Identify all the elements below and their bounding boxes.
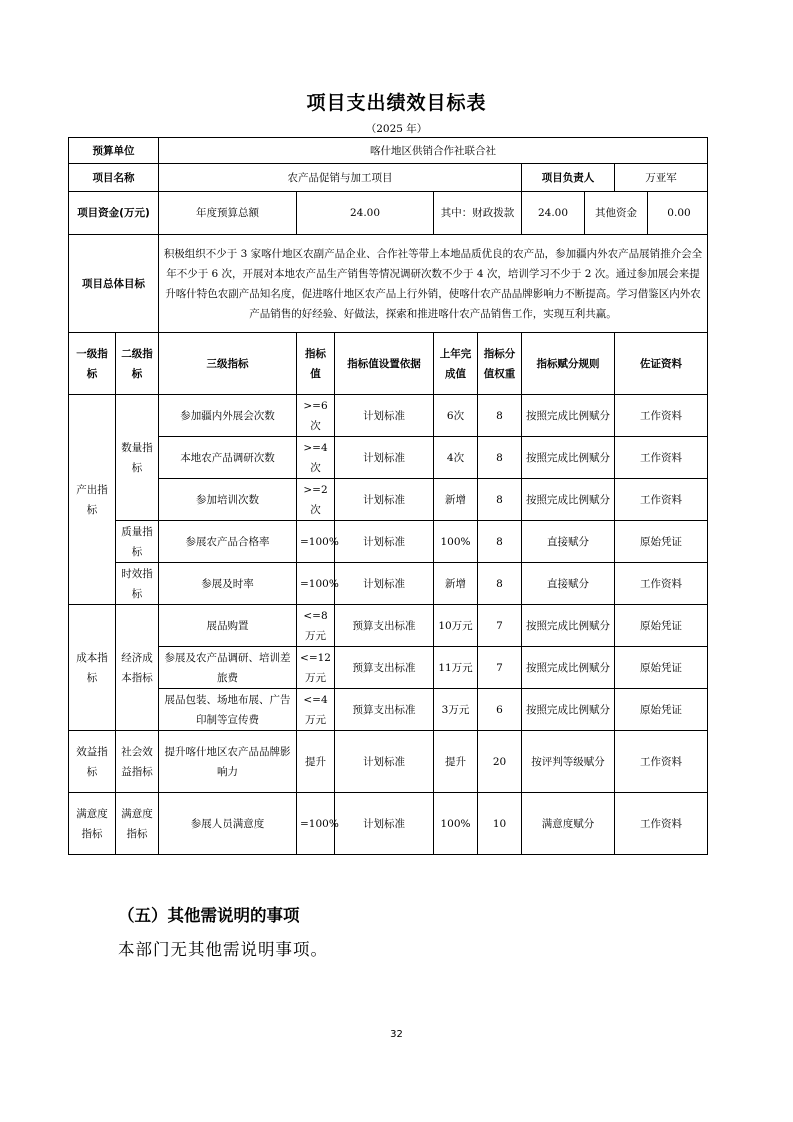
header-6: 上年完成值 — [434, 333, 478, 395]
overall-goal-text: 积极组织不少于 3 家喀什地区农副产品企业、合作社等带上本地品质优良的农产品，参加疆内外农产品展销推介会全年不少于 6 次，开展对本地农产品生产销售等情况调研次数不少于 4 次，培训学习不少于 2 次。通过参加展会来提升喀什特色农副产品知名度，促进喀什地区农产品上行外销，使喀什农产品品牌影响力不断提高。学习借鉴区内外农产品销售的好经验、好做法，探索和推进喀什农产品销售工作，实现互利共赢。 — [159, 235, 708, 333]
budget-unit-label: 预算单位 — [69, 138, 159, 164]
indicator-name: 参展及农产品调研、培训差旅费 — [159, 647, 297, 689]
indicator-prev: 3万元 — [434, 689, 478, 731]
indicator-prev: 6次 — [434, 395, 478, 437]
indicator-evidence: 原始凭证 — [615, 605, 708, 647]
indicator-rule: 满意度赋分 — [522, 793, 615, 855]
indicator-value: =100% — [297, 793, 335, 855]
indicator-prev: 100% — [434, 793, 478, 855]
header-2: 二级指标 — [116, 333, 159, 395]
person-in-charge-value: 万亚军 — [615, 164, 708, 192]
funds-tail — [522, 192, 708, 235]
indicator-rule: 按照完成比例赋分 — [522, 605, 615, 647]
indicator-prev: 10万元 — [434, 605, 478, 647]
indicator-rule: 直接赋分 — [522, 563, 615, 605]
indicator-value: <=8万元 — [297, 605, 335, 647]
indicator-rule: 直接赋分 — [522, 521, 615, 563]
indicator-weight: 7 — [478, 605, 522, 647]
indicator-evidence: 原始凭证 — [615, 689, 708, 731]
indicator-prev: 100% — [434, 521, 478, 563]
header-1: 一级指标 — [69, 333, 116, 395]
indicator-evidence: 工作资料 — [615, 563, 708, 605]
indicator-rule: 按照完成比例赋分 — [522, 689, 615, 731]
indicator-value: =100% — [297, 521, 335, 563]
indicator-name: 提升喀什地区农产品品牌影响力 — [159, 731, 297, 793]
page-title: 项目支出绩效目标表 — [306, 92, 487, 114]
performance-goal-table — [68, 137, 708, 855]
header-3: 三级指标 — [159, 333, 297, 395]
indicator-prev: 新增 — [434, 479, 478, 521]
indicator-rule: 按照完成比例赋分 — [522, 647, 615, 689]
indicator-basis: 计划标准 — [335, 521, 434, 563]
indicator-evidence: 工作资料 — [615, 437, 708, 479]
indicator-prev: 新增 — [434, 563, 478, 605]
indicator-basis: 计划标准 — [335, 563, 434, 605]
group-benefit: 效益指标 — [69, 731, 116, 793]
indicator-value: <=4万元 — [297, 689, 335, 731]
indicator-name: 参加培训次数 — [159, 479, 297, 521]
indicator-rule: 按照完成比例赋分 — [522, 437, 615, 479]
indicator-value: >=4次 — [297, 437, 335, 479]
indicator-name: 本地农产品调研次数 — [159, 437, 297, 479]
year-label: （2025 年） — [365, 123, 428, 135]
project-name-value: 农产品促销与加工项目 — [159, 164, 522, 192]
funds-label: 项目资金(万元) — [69, 192, 159, 235]
indicator-value: <=12万元 — [297, 647, 335, 689]
indicator-value: 提升 — [297, 731, 335, 793]
subgroup-timeliness: 时效指标 — [116, 563, 159, 605]
indicator-weight: 8 — [478, 563, 522, 605]
indicator-basis: 计划标准 — [335, 479, 434, 521]
indicator-basis: 预算支出标准 — [335, 605, 434, 647]
indicator-weight: 10 — [478, 793, 522, 855]
header-5: 指标值设置依据 — [335, 333, 434, 395]
group-cost: 成本指标 — [69, 605, 116, 731]
indicator-basis: 计划标准 — [335, 731, 434, 793]
indicator-evidence: 工作资料 — [615, 479, 708, 521]
indicator-basis: 计划标准 — [335, 395, 434, 437]
indicator-evidence: 工作资料 — [615, 395, 708, 437]
subgroup-economic: 经济成本指标 — [116, 605, 159, 731]
header-4: 指标值 — [297, 333, 335, 395]
indicator-basis: 计划标准 — [335, 793, 434, 855]
indicator-prev: 4次 — [434, 437, 478, 479]
indicator-rule: 按照完成比例赋分 — [522, 479, 615, 521]
fiscal-value: 24.00 — [522, 192, 585, 234]
subgroup-quality: 质量指标 — [116, 521, 159, 563]
header-7: 指标分值权重 — [478, 333, 522, 395]
person-in-charge-label: 项目负责人 — [522, 164, 615, 192]
overall-goal-label: 项目总体目标 — [69, 235, 159, 333]
indicator-name: 参展农产品合格率 — [159, 521, 297, 563]
section-body: 本部门无其他需说明事项。 — [118, 940, 328, 959]
indicator-weight: 8 — [478, 479, 522, 521]
indicator-name: 展品购置 — [159, 605, 297, 647]
indicator-value: >=2次 — [297, 479, 335, 521]
indicator-basis: 预算支出标准 — [335, 647, 434, 689]
subgroup-social: 社会效益指标 — [116, 731, 159, 793]
page-number: 32 — [390, 1029, 403, 1040]
indicator-evidence: 工作资料 — [615, 731, 708, 793]
indicator-weight: 8 — [478, 395, 522, 437]
indicator-evidence: 原始凭证 — [615, 521, 708, 563]
indicator-basis: 计划标准 — [335, 437, 434, 479]
header-9: 佐证资料 — [615, 333, 708, 395]
indicator-name: 参加疆内外展会次数 — [159, 395, 297, 437]
group-satisfaction: 满意度指标 — [69, 793, 116, 855]
indicator-name: 参展人员满意度 — [159, 793, 297, 855]
indicator-value: >=6次 — [297, 395, 335, 437]
section-heading: （五）其他需说明的事项 — [118, 906, 300, 925]
annual-total-label: 年度预算总额 — [159, 192, 297, 235]
indicator-prev: 11万元 — [434, 647, 478, 689]
indicator-name: 参展及时率 — [159, 563, 297, 605]
annual-total-value: 24.00 — [297, 192, 434, 235]
indicator-weight: 8 — [478, 521, 522, 563]
indicator-weight: 7 — [478, 647, 522, 689]
indicator-weight: 20 — [478, 731, 522, 793]
indicator-rule: 按照完成比例赋分 — [522, 395, 615, 437]
fiscal-label: 其中：财政拨款 — [434, 192, 522, 235]
other-funds-label: 其他资金 — [585, 192, 648, 234]
header-8: 指标赋分规则 — [522, 333, 615, 395]
budget-unit-value: 喀什地区供销合作社联合社 — [159, 138, 708, 164]
indicator-name: 展品包装、场地布展、广告印制等宣传费 — [159, 689, 297, 731]
indicator-basis: 预算支出标准 — [335, 689, 434, 731]
subgroup-satisfaction: 满意度指标 — [116, 793, 159, 855]
project-name-label: 项目名称 — [69, 164, 159, 192]
indicator-evidence: 原始凭证 — [615, 647, 708, 689]
indicator-evidence: 工作资料 — [615, 793, 708, 855]
indicator-weight: 8 — [478, 437, 522, 479]
indicator-rule: 按评判等级赋分 — [522, 731, 615, 793]
group-output: 产出指标 — [69, 395, 116, 605]
indicator-value: =100% — [297, 563, 335, 605]
indicator-prev: 提升 — [434, 731, 478, 793]
indicator-weight: 6 — [478, 689, 522, 731]
other-funds-value: 0.00 — [667, 207, 691, 219]
subgroup-quantity: 数量指标 — [116, 395, 159, 521]
